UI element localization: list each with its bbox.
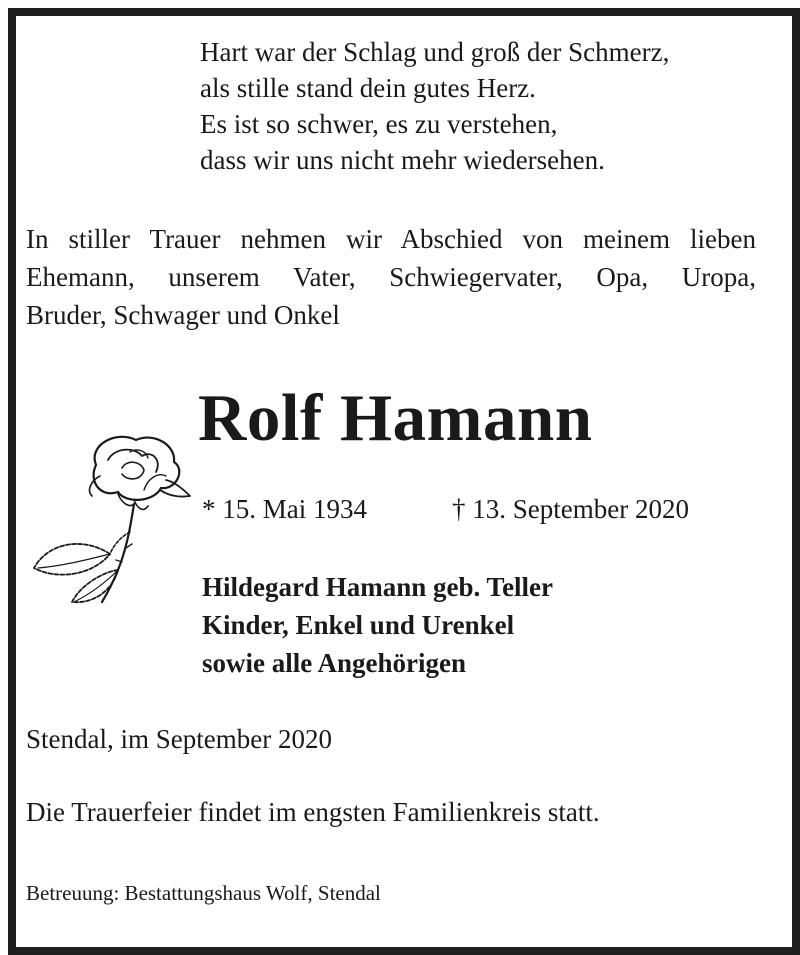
poem-line: Es ist so schwer, es zu verstehen, [200,109,558,139]
mourner-line: Kinder, Enkel und Urenkel [202,610,515,640]
poem-line: dass wir uns nicht mehr wiedersehen. [200,145,605,175]
death-date: † 13. September 2020 [452,494,689,524]
place-date: Stendal, im September 2020 [26,724,332,754]
poem-line: Hart war der Schlag und groß der Schmerz, [200,37,670,67]
rose-icon [26,420,196,610]
intro-line: Ehemann, unserem Vater, Schwiegervater, Opa, Uropa, [26,262,756,292]
funeral-home-note: Betreuung: Bestattungshaus Wolf, Stendal [26,881,381,905]
deceased-name: Rolf Hamann [198,381,593,455]
mourner-line: Hildegard Hamann geb. Teller [202,572,554,602]
poem [200,34,669,178]
intro-line: In stiller Trauer nehmen wir Abschied von meinem lieben [26,224,756,254]
mourners [202,568,553,682]
birth-date: * 15. Mai 1934 [202,494,367,524]
poem-line: als stille stand dein gutes Herz. [200,73,536,103]
ceremony-note: Die Trauerfeier findet im engsten Familienkreis statt. [26,797,600,827]
mourner-line: sowie alle Angehörigen [202,648,466,678]
intro-text [26,220,756,334]
intro-line: Bruder, Schwager und Onkel [26,300,340,330]
